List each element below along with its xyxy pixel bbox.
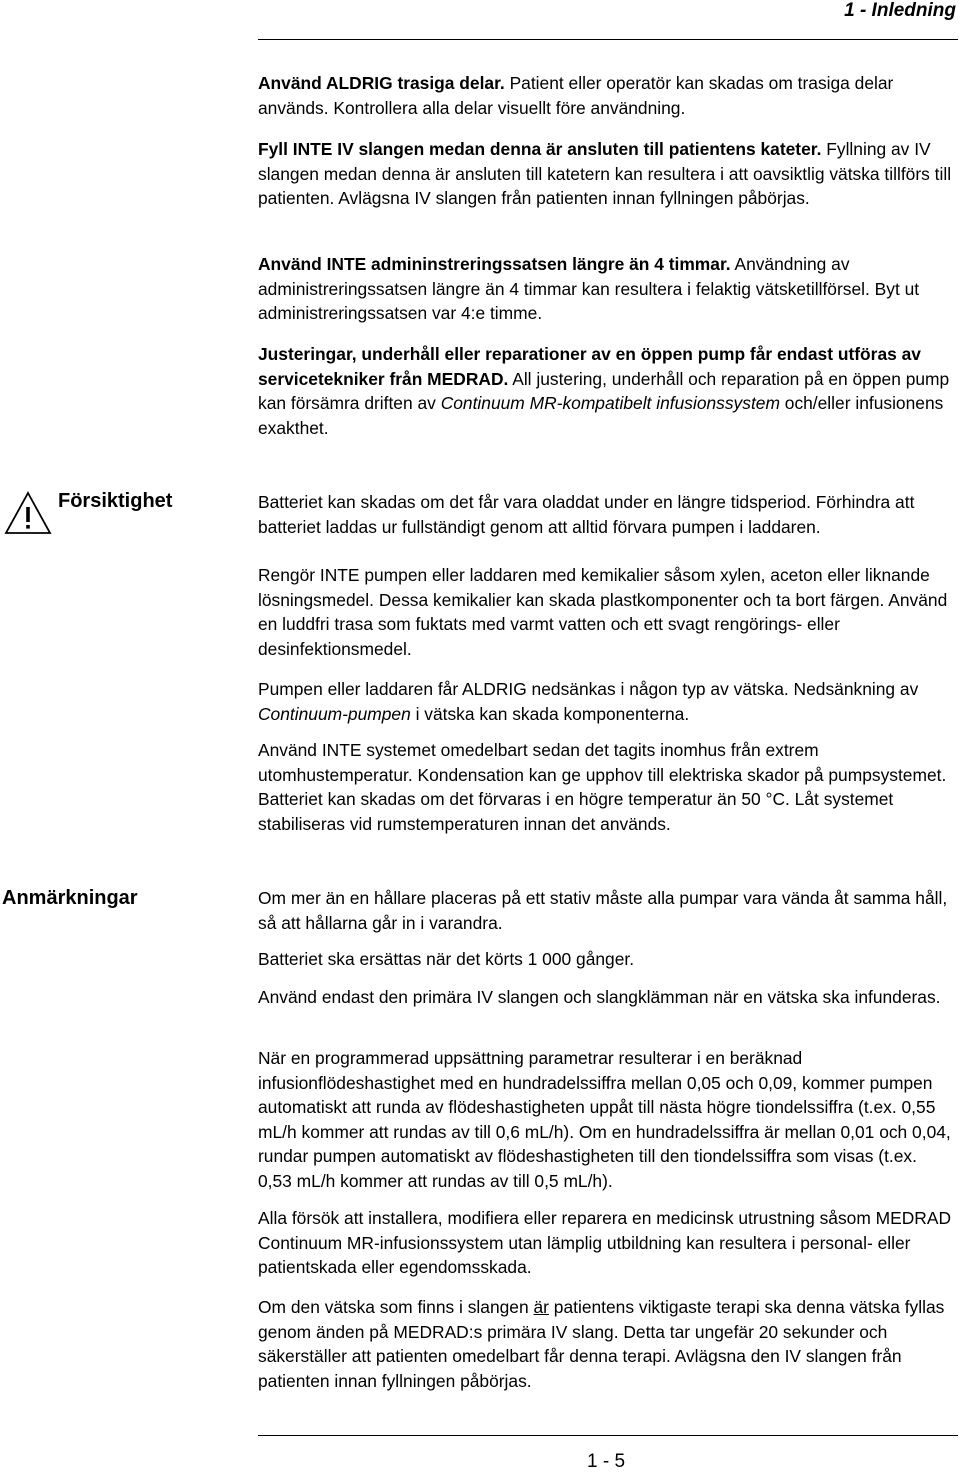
caution-paragraph-temperature: Använd INTE systemet omedelbart sedan det tagits inomhus från extrem utomhustemperatur. Kondensation kan ge upphov till elektriska skador på pumpsystemet. Batteriet kan skadas om det förvaras i en högre temperatur än 50 °C. Låt systemet stabiliseras vid rumstemperaturen innan det används. bbox=[258, 740, 947, 834]
footer-rule bbox=[258, 1435, 958, 1436]
warning-heading-broken-parts: Använd ALDRIG trasiga delar. bbox=[258, 73, 505, 93]
notes-label: Anmärkningar bbox=[2, 887, 138, 909]
warning-heading-admin-set: Använd INTE admininstreringssatsen längre än 4 timmar. bbox=[258, 254, 731, 274]
caution-immersion-text-a: Pumpen eller laddaren får ALDRIG nedsänkas i någon typ av vätska. Nedsänkning av bbox=[258, 679, 919, 699]
warning-text-priming: Fyllning av IV slangen medan denna är ansluten till katetern kan resultera i att oavsiktlig vätska tillförs till patienten. Avlägsna IV slangen från patienten innan fyllningen påbörjas. bbox=[258, 139, 952, 208]
product-name-italic: Continuum MR-kompatibelt infusionssystem bbox=[440, 393, 780, 413]
warning-triangle-icon bbox=[4, 490, 52, 536]
header-rule bbox=[258, 39, 958, 40]
warning-text-service-a: All justering, underhåll och reparation på en öppen pump kan försämra driften av bbox=[258, 368, 950, 413]
caution-paragraph-battery: Batteriet kan skadas om det får vara oladdat under en längre tidsperiod. Förhindra att batteriet laddas ur fullständigt genom att alltid förvara pumpen i laddaren. bbox=[258, 492, 915, 537]
note-paragraph-training: Alla försök att installera, modifiera eller reparera en medicinsk utrustning såsom MEDRAD Continuum MR-infusionssystem utan lämplig utbildning kan resultera i personal- eller patientskada eller egendomsskada. bbox=[258, 1208, 952, 1277]
note-paragraph-priming-therapy bbox=[258, 1295, 954, 1393]
pump-name-italic: Continuum-pumpen bbox=[258, 703, 411, 724]
warning-heading-priming: Fyll INTE IV slangen medan denna är ansluten till patientens kateter. bbox=[258, 139, 822, 159]
note-paragraph-rounding: När en programmerad uppsättning parametrar resulterar i en beräknad infusionflödeshastighet med en hundradelssiffra mellan 0,05 och 0,09, kommer pumpen automatiskt att runda av flödeshastigheten uppåt till nästa högre tiondelssiffra (t.ex. 0,55 mL/h kommer att rundas av till 0,6 mL/h). Om en hundradelssiffra är mellan 0,01 och 0,04, rundar pumpen automatiskt av flödeshastigheten till den tiondelssiffra som visas (t.ex. 0,53 mL/h kommer att rundas av till 0,5 mL/h). bbox=[258, 1048, 951, 1191]
warning-paragraph-broken-parts bbox=[258, 71, 954, 120]
note-paragraph-holders: Om mer än en hållare placeras på ett stativ måste alla pumpar vara vända åt samma håll, så att hållarna går in i varandra. bbox=[258, 888, 948, 933]
warning-paragraph-admin-set bbox=[258, 252, 954, 326]
caution-immersion-text-b: i vätska kan skada komponenterna. bbox=[410, 703, 690, 724]
page-number: 1 - 5 bbox=[587, 1451, 626, 1472]
caution-paragraph-cleaning: Rengör INTE pumpen eller laddaren med kemikalier såsom xylen, aceton eller liknande lösningsmedel. Dessa kemikalier kan skada plastkomponenter och ta bort färgen. Använd en luddfri trasa som fuktats med varmt vatten och ett svagt rengörings- eller desinfektionsmedel. bbox=[258, 565, 948, 659]
warning-text-admin-set: Användning av administreringssatsen längre än 4 timmar kan resultera i felaktig vätsketillförsel. Byt ut administreringssatsen var 4:e timme. bbox=[258, 254, 920, 323]
note-paragraph-primary-iv: Använd endast den primära IV slangen och slangklämman när en vätska ska infunderas. bbox=[258, 987, 941, 1007]
note-priming-text-b: patientens viktigaste terapi ska denna vätska fyllas genom änden på MEDRAD:s primära IV slang. Detta tar ungefär 20 sekunder och säkerställer att patienten omedelbart får denna terapi. Avlägsna den IV slangen från patienten innan fyllningen påbörjas. bbox=[258, 1297, 945, 1391]
emphasis-underline: är bbox=[533, 1297, 549, 1317]
caution-label: Försiktighet bbox=[58, 490, 173, 512]
warning-paragraph-service bbox=[258, 342, 954, 440]
warning-paragraph-priming bbox=[258, 137, 954, 211]
caution-paragraph-immersion bbox=[258, 677, 954, 726]
chapter-title: 1 - Inledning bbox=[844, 0, 956, 21]
warning-text-service-b: och/eller infusionens exakthet. bbox=[258, 393, 944, 438]
warning-heading-service: Justeringar, underhåll eller reparationer av en öppen pump får endast utföras av servicetekniker från MEDRAD. bbox=[258, 344, 921, 389]
note-priming-text-a: Om den vätska som finns i slangen bbox=[258, 1297, 534, 1317]
warning-text-broken-parts: Patient eller operatör kan skadas om trasiga delar används. Kontrollera alla delar visuellt före användning. bbox=[258, 73, 894, 118]
note-paragraph-battery-cycles: Batteriet ska ersättas när det körts 1 000 gånger. bbox=[258, 949, 635, 969]
